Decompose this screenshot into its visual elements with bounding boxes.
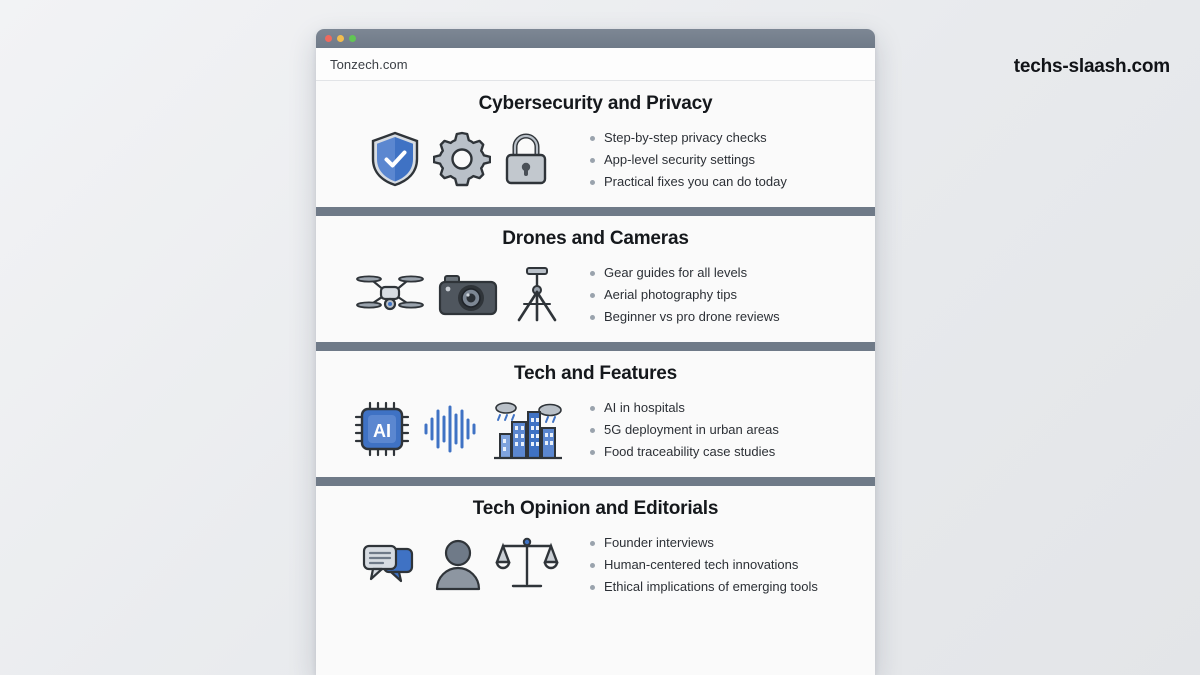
audio-waveform-icon [422, 403, 480, 455]
zoom-icon[interactable] [349, 35, 356, 42]
bullet-dot-icon [590, 563, 595, 568]
shield-icon [367, 129, 423, 189]
section-title: Drones and Cameras [502, 228, 689, 249]
bullet-dot-icon [590, 428, 595, 433]
bullet-dot-icon [590, 293, 595, 298]
list-item [590, 532, 853, 554]
bullet-text: Ethical implications of emerging tools [604, 579, 818, 594]
bullet-text: Beginner vs pro drone reviews [604, 309, 780, 324]
gear-icon [433, 130, 491, 188]
window-titlebar[interactable] [316, 29, 875, 48]
bullet-dot-icon [590, 158, 595, 163]
bullet-text: 5G deployment in urban areas [604, 422, 779, 437]
bullet-text: Step-by-step privacy checks [604, 130, 767, 145]
section-cybersecurity-and-privacy [316, 81, 875, 207]
tripod-icon [509, 263, 565, 325]
bullet-dot-icon [590, 180, 595, 185]
bullet-text: Food traceability case studies [604, 444, 776, 459]
section-divider [316, 477, 875, 486]
section-body [316, 260, 875, 328]
svg-text:AI: AI [373, 421, 391, 441]
section-bullets [590, 530, 853, 598]
list-item [590, 397, 853, 419]
section-tech-and-features [316, 351, 875, 477]
list-item [590, 284, 853, 306]
bullet-text: Gear guides for all levels [604, 265, 748, 280]
section-divider [316, 342, 875, 351]
site-url: Tonzech.com [330, 56, 408, 72]
close-icon[interactable] [325, 35, 332, 42]
bullet-dot-icon [590, 271, 595, 276]
watermark-text: techs-slaash.com [1013, 56, 1170, 77]
bullet-text: AI in hospitals [604, 400, 685, 415]
padlock-icon [501, 129, 551, 189]
bullet-text: Founder interviews [604, 535, 714, 550]
section-title: Cybersecurity and Privacy [478, 93, 713, 114]
section-icons [344, 534, 574, 594]
drone-icon [353, 265, 427, 323]
section-title: Tech Opinion and Editorials [472, 498, 719, 519]
list-item [590, 127, 853, 149]
list-item [590, 262, 853, 284]
bullet-dot-icon [590, 315, 595, 320]
section-drones-and-cameras [316, 216, 875, 342]
speech-bubbles-icon [359, 536, 421, 592]
list-item [590, 441, 853, 463]
browser-address-bar[interactable] [316, 48, 875, 81]
section-bullets [590, 125, 853, 193]
bullet-text: Human-centered tech innovations [604, 557, 799, 572]
ai-chip-icon [352, 399, 412, 459]
list-item [590, 554, 853, 576]
bullet-dot-icon [590, 450, 595, 455]
dslr-camera-icon [437, 266, 499, 322]
page-content [316, 81, 875, 675]
bullet-dot-icon [590, 585, 595, 590]
bullet-dot-icon [590, 136, 595, 141]
section-body [316, 530, 875, 598]
section-bullets [590, 260, 853, 328]
smart-city-icon [490, 396, 566, 462]
section-title: Tech and Features [513, 363, 678, 384]
section-tech-opinion-and-editorials [316, 486, 875, 612]
list-item [590, 576, 853, 598]
bullet-dot-icon [590, 541, 595, 546]
minimize-icon[interactable] [337, 35, 344, 42]
section-icons [344, 129, 574, 189]
list-item [590, 419, 853, 441]
section-body [316, 125, 875, 193]
bullet-dot-icon [590, 406, 595, 411]
section-divider [316, 207, 875, 216]
section-icons [344, 263, 574, 325]
list-item [590, 149, 853, 171]
section-icons [344, 396, 574, 462]
list-item [590, 306, 853, 328]
browser-window [316, 29, 875, 675]
scales-of-justice-icon [495, 534, 559, 594]
list-item [590, 171, 853, 193]
person-avatar-icon [431, 535, 485, 593]
section-bullets [590, 395, 853, 463]
section-body [316, 395, 875, 463]
bullet-text: App-level security settings [604, 152, 756, 167]
bullet-text: Aerial photography tips [604, 287, 737, 302]
bullet-text: Practical fixes you can do today [604, 174, 787, 189]
